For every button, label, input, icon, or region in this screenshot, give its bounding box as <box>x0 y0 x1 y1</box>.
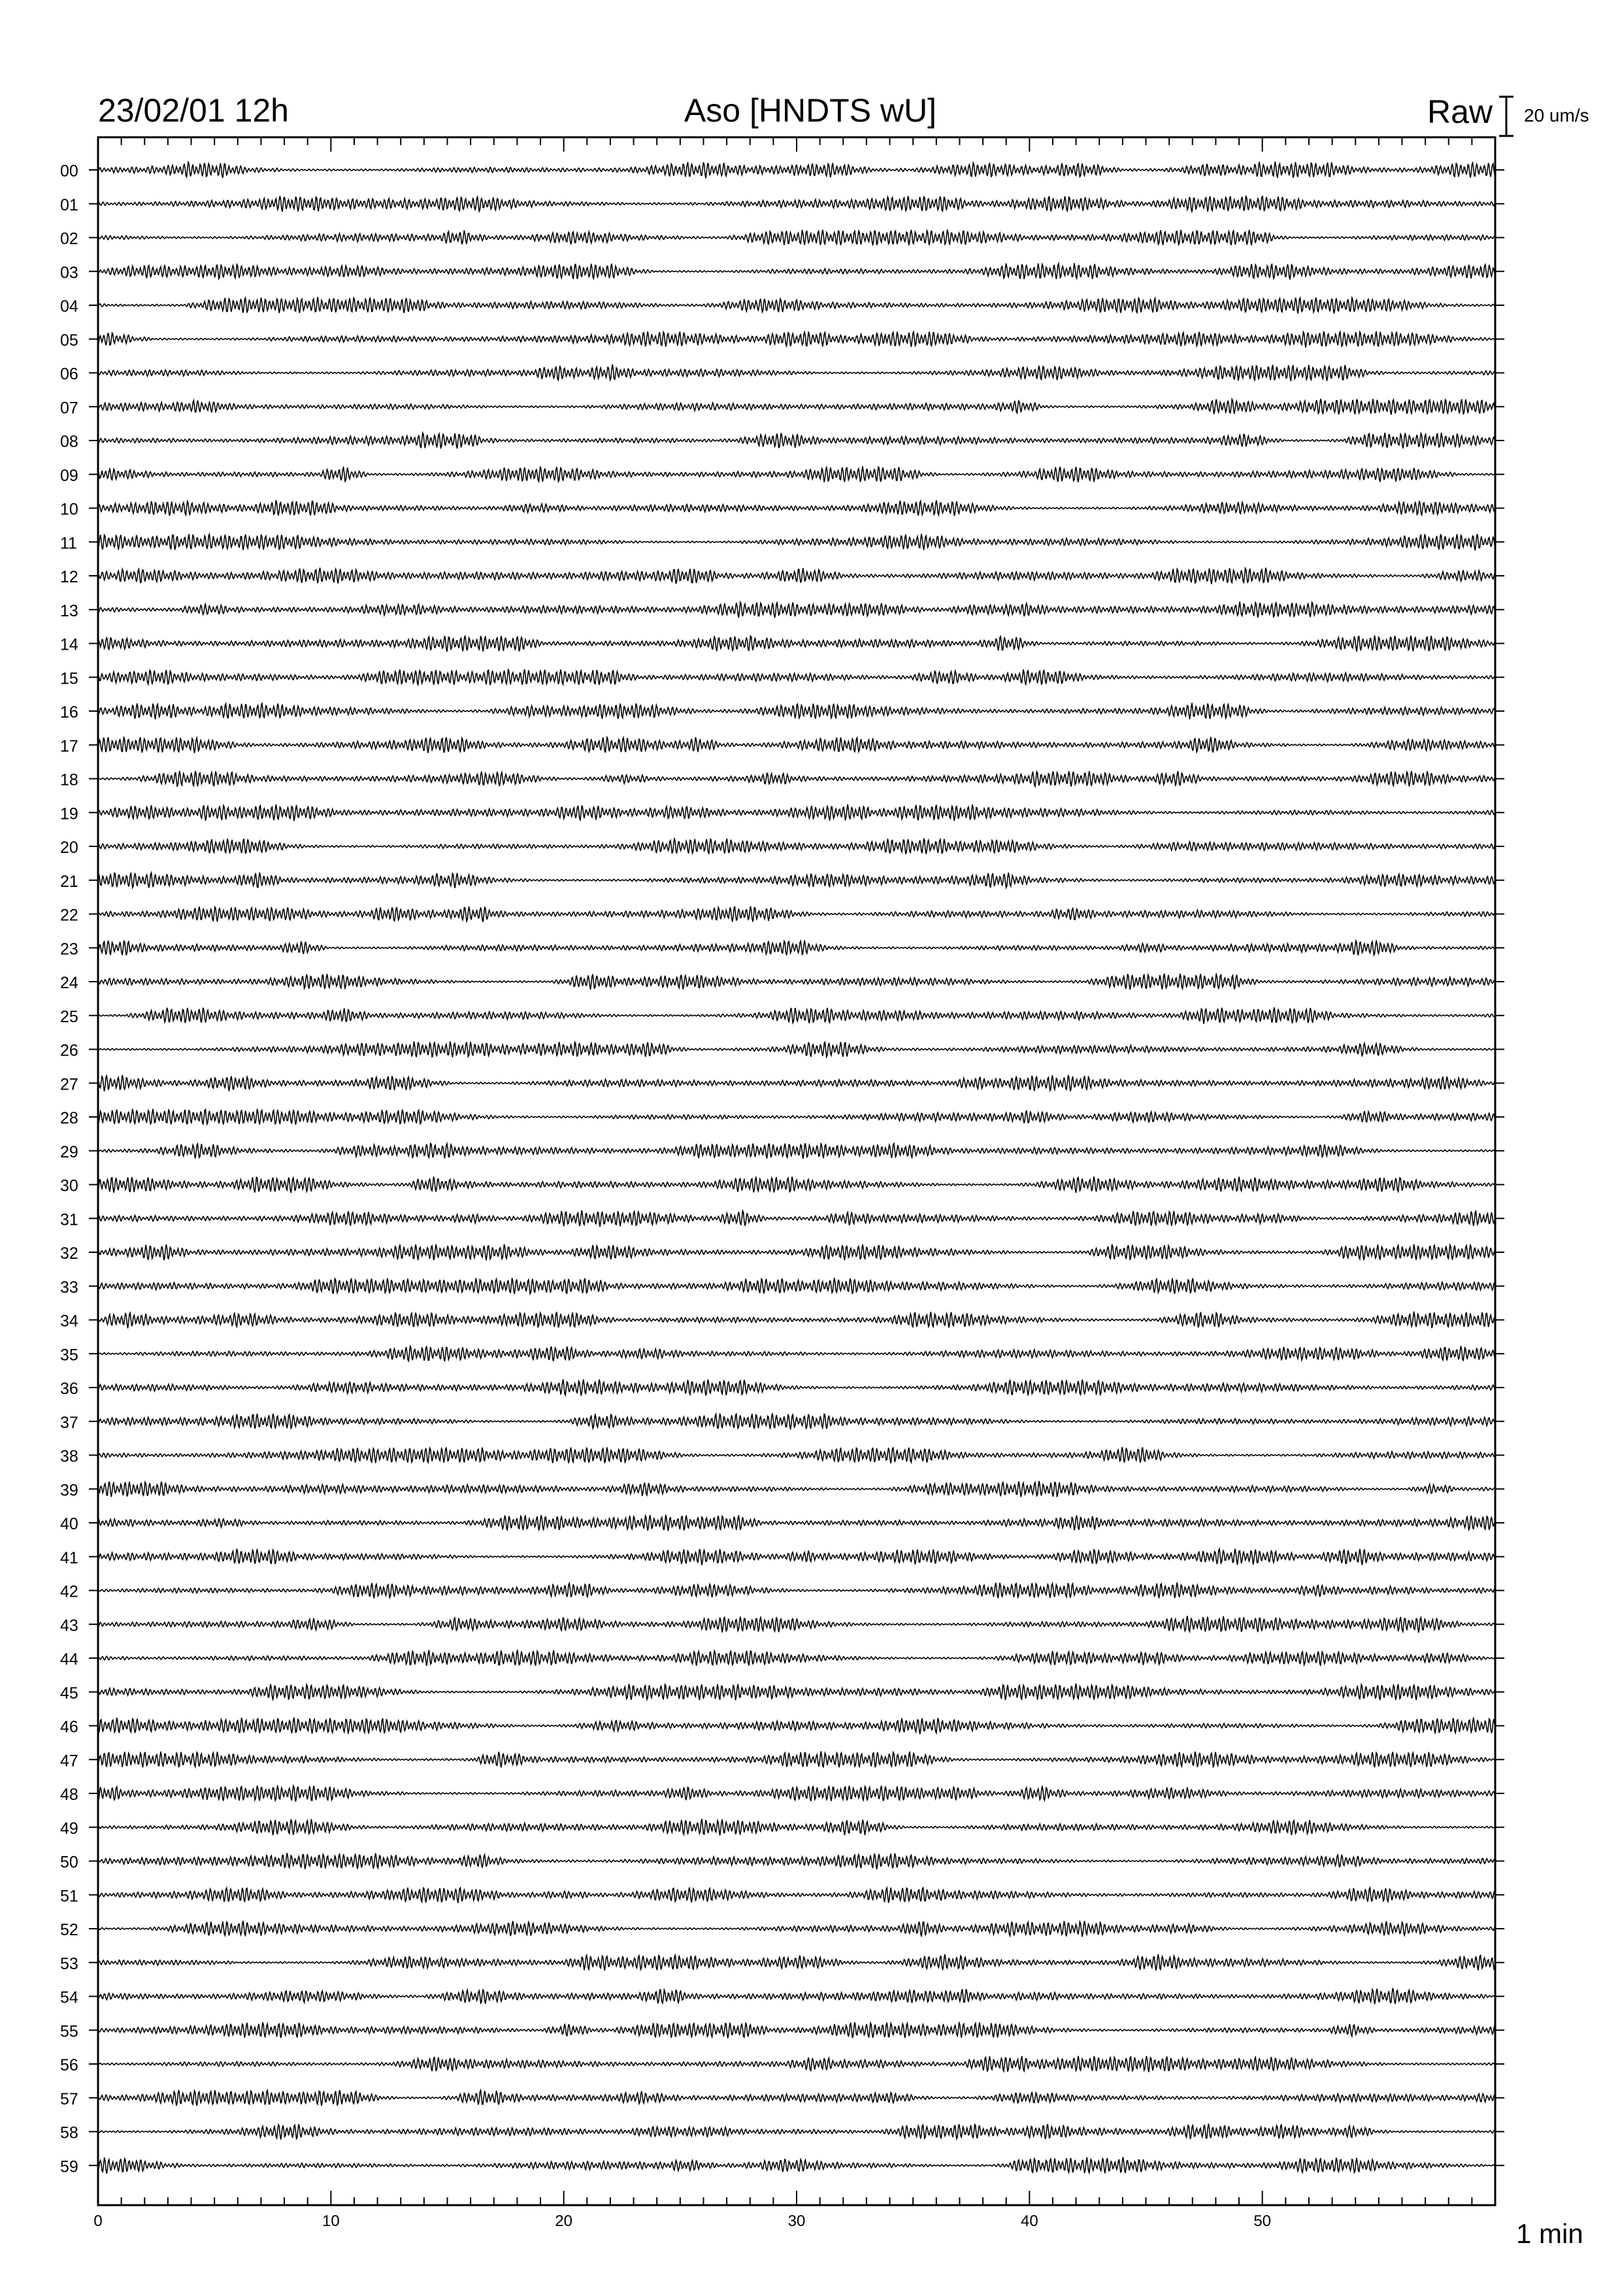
row-label: 09 <box>60 466 78 485</box>
row-label: 26 <box>60 1041 78 1060</box>
row-label: 35 <box>60 1346 78 1365</box>
row-label: 13 <box>60 601 78 620</box>
row-label: 54 <box>60 1988 78 2007</box>
row-label: 49 <box>60 1819 78 1838</box>
row-label: 28 <box>60 1109 78 1127</box>
row-label: 33 <box>60 1278 78 1297</box>
date-label: 23/02/01 12h <box>98 92 289 129</box>
row-label: 29 <box>60 1142 78 1161</box>
row-label: 38 <box>60 1447 78 1466</box>
row-label: 12 <box>60 568 78 586</box>
row-label: 45 <box>60 1684 78 1703</box>
row-label: 18 <box>60 771 78 790</box>
row-label: 56 <box>60 2056 78 2074</box>
row-label: 21 <box>60 872 78 891</box>
row-label: 11 <box>60 534 77 553</box>
x-axis-label: 1 min <box>1516 2218 1583 2249</box>
row-label: 47 <box>60 1752 78 1771</box>
row-label: 27 <box>60 1075 78 1094</box>
row-label: 04 <box>60 297 78 316</box>
row-label: 31 <box>60 1210 78 1229</box>
row-label: 05 <box>60 331 78 350</box>
x-tick-label: 10 <box>322 2212 340 2230</box>
row-label: 25 <box>60 1007 78 1026</box>
row-label: 01 <box>60 195 78 214</box>
row-label: 24 <box>60 974 78 992</box>
row-label: 41 <box>60 1548 78 1567</box>
x-tick-label: 0 <box>93 2212 103 2230</box>
row-label: 57 <box>60 2089 78 2108</box>
row-label: 32 <box>60 1244 78 1263</box>
row-label: 48 <box>60 1786 78 1804</box>
row-label: 22 <box>60 906 78 925</box>
row-label: 10 <box>60 500 78 519</box>
row-label: 46 <box>60 1718 78 1737</box>
row-label: 52 <box>60 1921 78 1939</box>
row-label: 42 <box>60 1582 78 1601</box>
x-tick-label: 50 <box>1253 2212 1272 2230</box>
x-tick-label: 30 <box>787 2212 806 2230</box>
mode-label: Raw <box>1427 93 1493 130</box>
row-label: 43 <box>60 1616 78 1635</box>
row-label: 19 <box>60 805 78 824</box>
row-label: 16 <box>60 703 78 722</box>
row-label: 08 <box>60 433 78 451</box>
x-tick-label: 20 <box>555 2212 573 2230</box>
row-label: 30 <box>60 1176 78 1195</box>
row-label: 39 <box>60 1481 78 1500</box>
row-label: 06 <box>60 365 78 384</box>
row-label: 14 <box>60 635 78 654</box>
row-label: 03 <box>60 263 78 282</box>
row-label: 36 <box>60 1380 78 1398</box>
row-label: 17 <box>60 737 78 756</box>
row-label: 15 <box>60 669 78 688</box>
row-label: 53 <box>60 1954 78 1973</box>
row-label: 59 <box>60 2157 78 2176</box>
row-label: 23 <box>60 940 78 959</box>
row-label: 37 <box>60 1413 78 1432</box>
row-label: 55 <box>60 2022 78 2041</box>
row-label: 51 <box>60 1887 78 1906</box>
row-label: 07 <box>60 399 78 418</box>
row-label: 00 <box>60 162 78 180</box>
row-label: 20 <box>60 839 78 857</box>
row-label: 58 <box>60 2123 78 2142</box>
row-label: 44 <box>60 1650 78 1669</box>
chart-title: Aso [HNDTS wU] <box>684 92 937 129</box>
row-label: 40 <box>60 1515 78 1533</box>
row-label: 02 <box>60 229 78 248</box>
row-label: 34 <box>60 1312 78 1331</box>
row-label: 50 <box>60 1853 78 1872</box>
x-tick-label: 40 <box>1020 2212 1038 2230</box>
scale-label: 20 um/s <box>1524 105 1589 125</box>
